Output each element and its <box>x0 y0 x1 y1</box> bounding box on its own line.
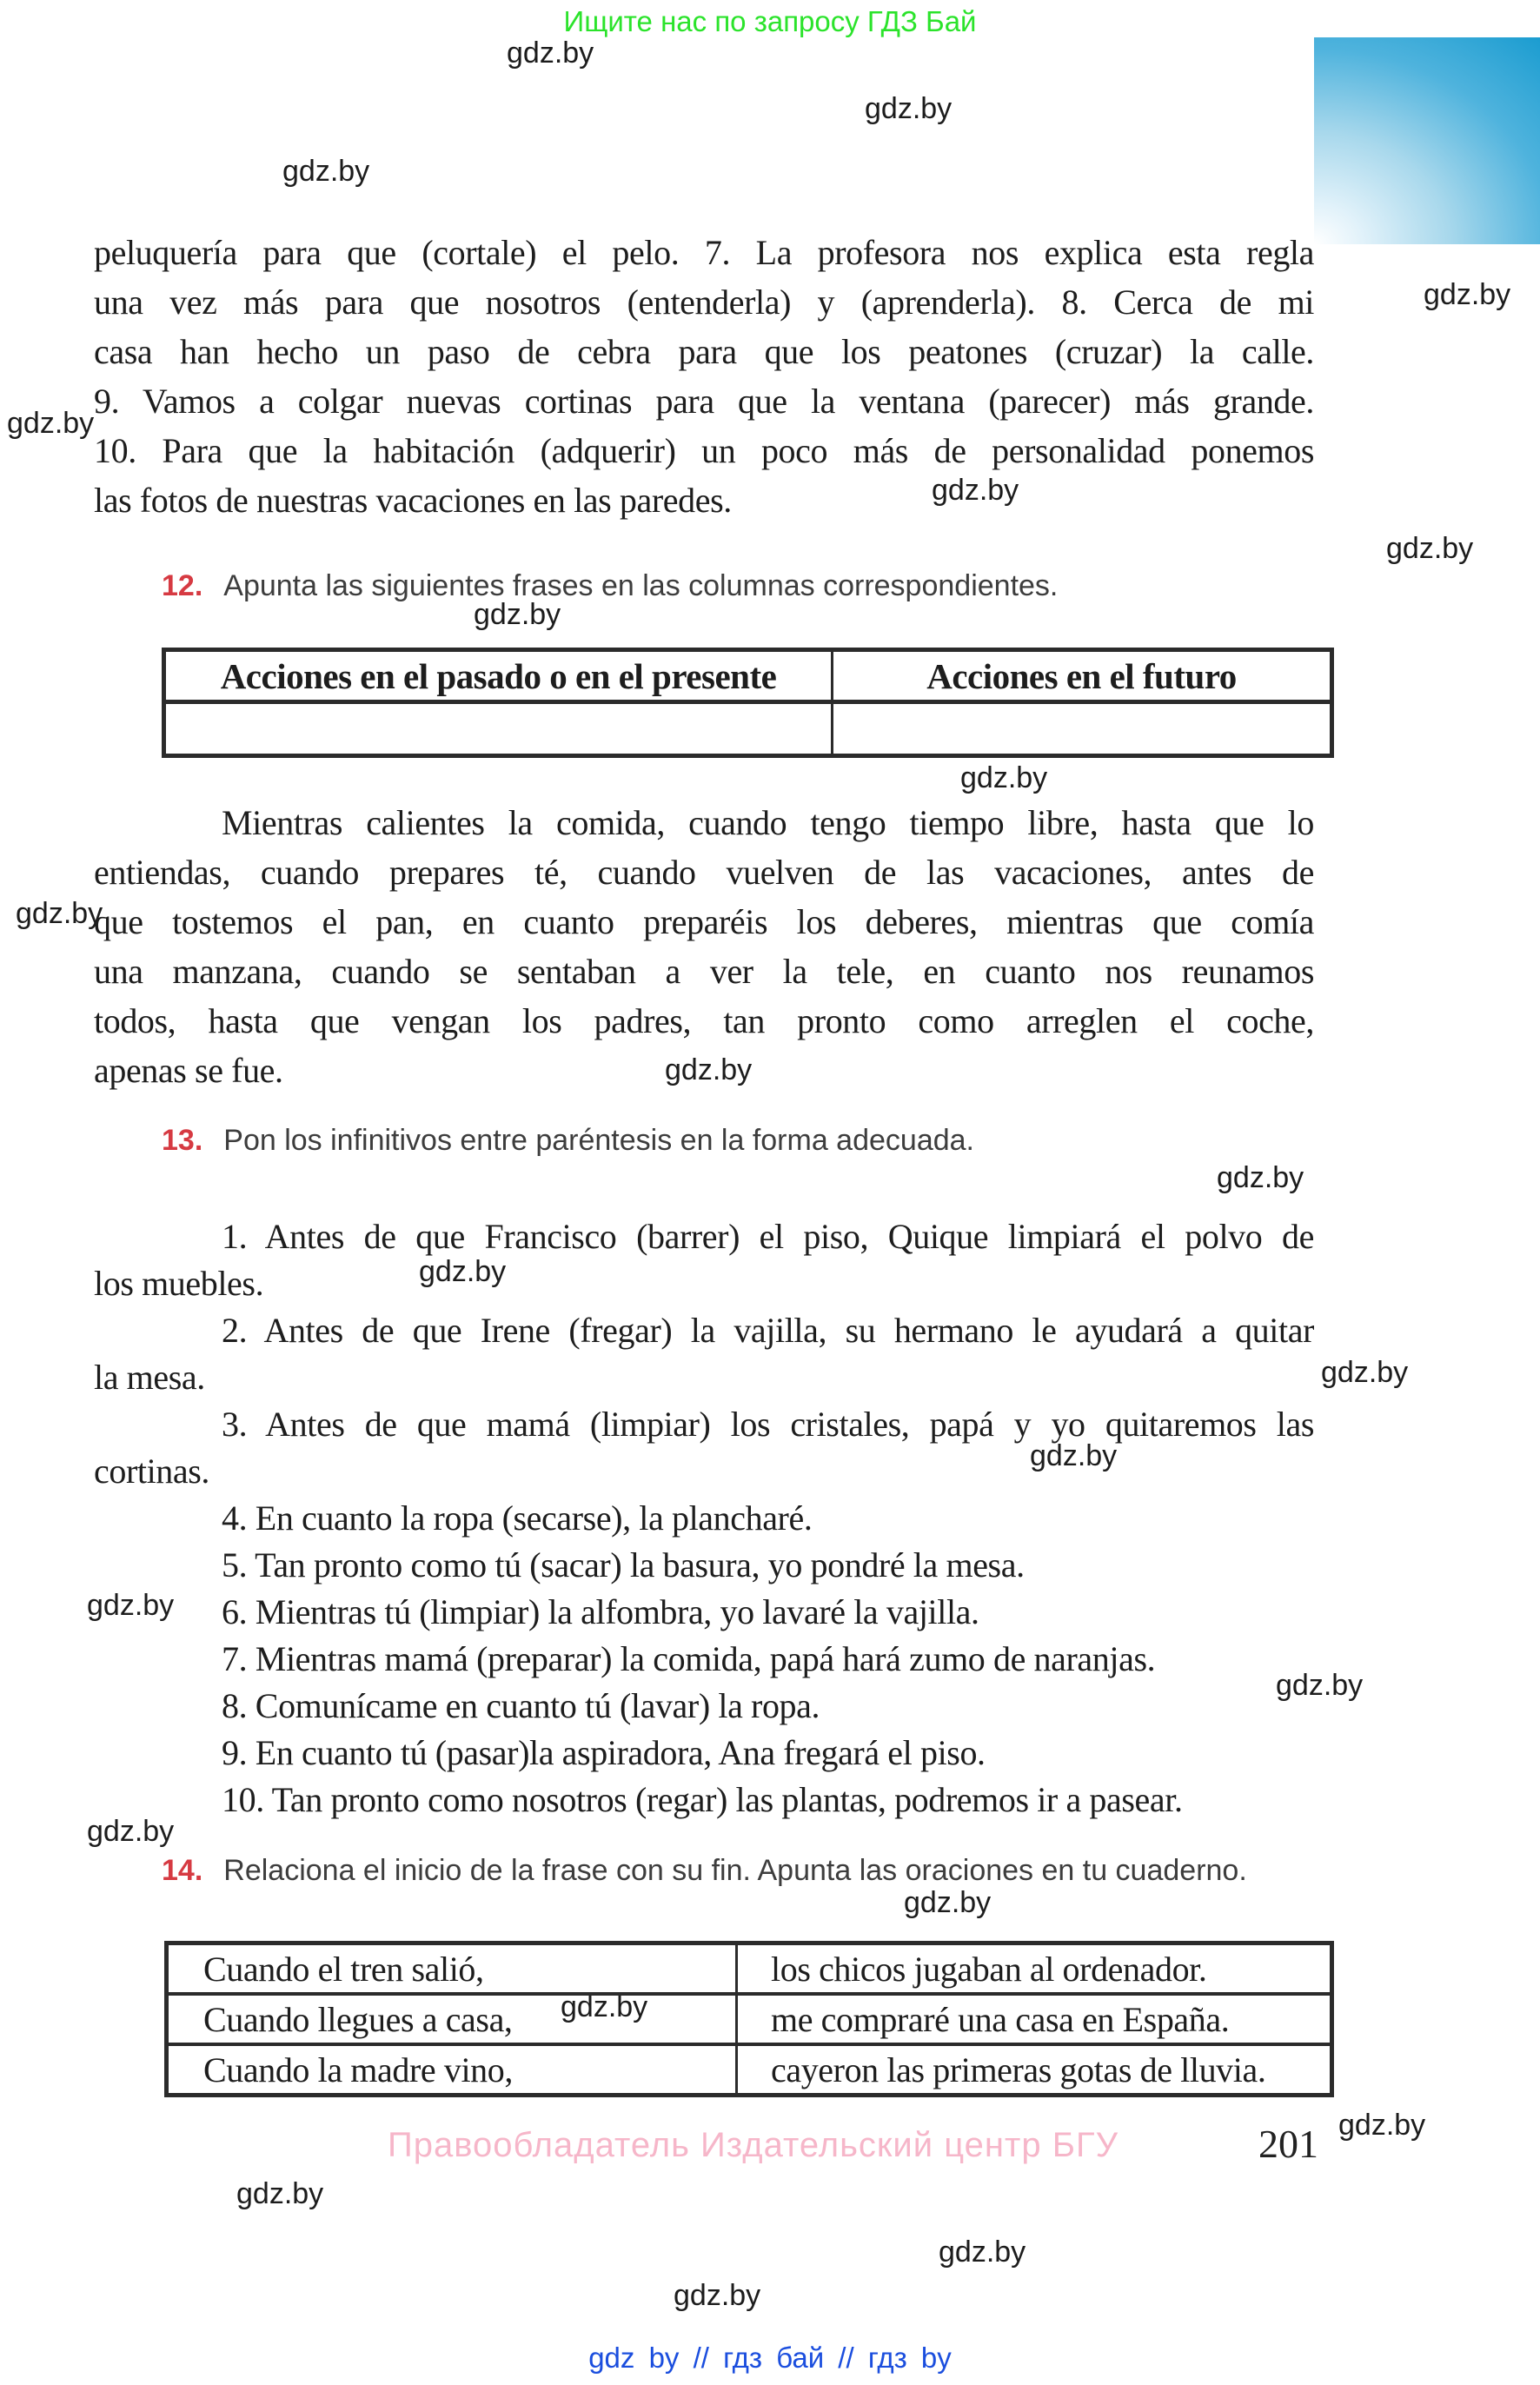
exercise14-number: 14. <box>162 1854 203 1887</box>
cell-text: cayeron las primeras gotas de lluvia. <box>771 2050 1266 2089</box>
exercise12-instruction: Apunta las siguientes frases en las columnas correspondientes. <box>223 569 1059 602</box>
sentence-line: la mesa. <box>94 1358 205 1397</box>
exercise12-phrases <box>94 798 1314 1095</box>
tense-table-empty-cell-past-present <box>166 704 833 754</box>
cell-text: Cuando llegues a casa, <box>203 1999 513 2039</box>
matching-end-cell <box>738 1996 1330 2043</box>
tense-table-header-past-present <box>166 652 833 700</box>
gdz-watermark: gdz.by <box>932 474 1019 507</box>
matching-start-cell <box>169 1996 738 2043</box>
paragraph-line: una vez más para que nosotros (entenderla) y (aprenderla). 8. Cerca de mi <box>94 282 1314 322</box>
gdz-watermark: gdz.by <box>7 407 95 440</box>
sentence-line: 2. Antes de que Irene (fregar) la vajilla, su hermano le ayudará a quitar <box>222 1311 1314 1350</box>
matching-table <box>164 1941 1334 2097</box>
header-text: Acciones en el pasado o en el presente <box>220 655 777 696</box>
gdz-watermark: gdz.by <box>87 1589 175 1622</box>
gdz-watermark: gdz.by <box>282 155 370 188</box>
paragraph-line: Mientras calientes la comida, cuando tengo tiempo libre, hasta que lo <box>222 803 1314 842</box>
paragraph-line: apenas se fue. <box>94 1051 283 1090</box>
gdz-watermark: gdz.by <box>865 92 953 125</box>
matching-start-cell <box>169 1945 738 1992</box>
sentence-line: 5. Tan pronto como tú (sacar) la basura, yo pondré la mesa. <box>222 1545 1025 1584</box>
exercise13-heading <box>162 1124 974 1158</box>
gdz-watermark: gdz.by <box>1386 532 1474 565</box>
gdz-watermark: gdz.by <box>904 1886 992 1919</box>
gdz-watermark: gdz.by <box>1030 1439 1118 1472</box>
sentence-line: 7. Mientras mamá (preparar) la comida, papá hará zumo de naranjas. <box>222 1639 1156 1678</box>
gdz-watermark: gdz.by <box>507 37 594 70</box>
sentence-line: 9. En cuanto tú (pasar)la aspiradora, Ana fregará el piso. <box>222 1733 986 1772</box>
gdz-watermark: gdz.by <box>1424 278 1511 311</box>
cell-text: Cuando el tren salió, <box>203 1949 484 1989</box>
tense-table-header-future <box>833 652 1330 700</box>
sentence-line: cortinas. <box>94 1452 210 1491</box>
gdz-watermark: gdz.by <box>939 2236 1026 2269</box>
matching-start-cell <box>169 2046 738 2093</box>
sentence-line: los muebles. <box>94 1264 264 1303</box>
gdz-watermark: gdz.by <box>561 1990 648 2023</box>
exercise14-instruction: Relaciona el inicio de la frase con su fin. Apunta las oraciones en tu cuaderno. <box>223 1854 1247 1887</box>
exercise13-number: 13. <box>162 1124 203 1157</box>
matching-table-row <box>169 2046 1330 2093</box>
matching-end-cell <box>738 2046 1330 2093</box>
gdz-watermark: gdz.by <box>674 2279 761 2312</box>
gdz-watermark: gdz.by <box>1276 1669 1364 1702</box>
copyright-text: Правообладатель Издательский центр БГУ <box>388 2126 1119 2164</box>
sentence-line: 8. Comunícame en cuanto tú (lavar) la ropa. <box>222 1686 820 1725</box>
sentence-line: 4. En cuanto la ropa (secarse), la plancharé. <box>222 1498 813 1538</box>
matching-end-cell <box>738 1945 1330 1992</box>
bottom-links-text: gdz by // гдз бай // гдз by <box>588 2342 952 2374</box>
tense-columns-table <box>162 648 1334 758</box>
matching-table-row <box>169 1945 1330 1996</box>
exercise12-heading <box>162 569 1058 603</box>
cell-text: Cuando la madre vino, <box>203 2050 513 2089</box>
sentence-line: 10. Tan pronto como nosotros (regar) las plantas, podremos ir a pasear. <box>222 1780 1183 1819</box>
gdz-watermark: gdz.by <box>1217 1161 1304 1194</box>
matching-table-row <box>169 1996 1330 2046</box>
sentence-line: 3. Antes de que mamá (limpiar) los cristales, papá y yo quitaremos las <box>222 1405 1314 1444</box>
sentence-line: 6. Mientras tú (limpiar) la alfombra, yo lavaré la vajilla. <box>222 1592 979 1631</box>
paragraph-line: las fotos de nuestras vacaciones en las paredes. <box>94 481 732 520</box>
gdz-watermark: gdz.by <box>87 1815 175 1848</box>
paragraph-line: peluquería para que (cortale) el pelo. 7. La profesora nos explica esta regla <box>94 233 1314 272</box>
gdz-watermark: gdz.by <box>1321 1356 1409 1389</box>
paragraph-line: 10. Para que la habitación (adquerir) un poco más de personalidad ponemos <box>94 431 1314 470</box>
tense-table-empty-cell-future <box>833 704 1330 754</box>
paragraph-line: entiendas, cuando prepares té, cuando vuelven de las vacaciones, antes de <box>94 853 1314 892</box>
paragraph-line: una manzana, cuando se sentaban a ver la tele, en cuanto nos reunamos <box>94 952 1314 991</box>
gdz-watermark: gdz.by <box>419 1255 507 1288</box>
tense-table-header-row <box>166 652 1330 704</box>
intro-paragraph <box>94 228 1314 525</box>
tense-table-empty-row <box>166 704 1330 754</box>
cell-text: los chicos jugaban al ordenador. <box>771 1949 1207 1989</box>
cell-text: me compraré una casa en España. <box>771 1999 1230 2039</box>
gdz-watermark: gdz.by <box>960 761 1048 794</box>
exercise12-number: 12. <box>162 569 203 602</box>
sentence-line: 1. Antes de que Francisco (barrer) el piso, Quique limpiará el polvo de <box>222 1217 1314 1256</box>
gdz-watermark: gdz.by <box>665 1053 753 1086</box>
blue-gradient-square <box>1314 37 1540 244</box>
gdz-watermark: gdz.by <box>16 897 103 930</box>
paragraph-line: que tostemos el pan, en cuanto preparéis los deberes, mientras que comía <box>94 902 1314 941</box>
gdz-watermark: gdz.by <box>1338 2109 1426 2142</box>
exercise13-sentences <box>94 1213 1314 1824</box>
page-number: 201 <box>1258 2122 1318 2166</box>
gdz-watermark: gdz.by <box>236 2177 324 2210</box>
paragraph-line: casa han hecho un paso de cebra para que los peatones (cruzar) la calle. <box>94 332 1314 371</box>
gdz-watermark: gdz.by <box>474 598 561 631</box>
paragraph-line: todos, hasta que vengan los padres, tan pronto como arreglen el coche, <box>94 1001 1314 1040</box>
exercise13-instruction: Pon los infinitivos entre paréntesis en la forma adecuada. <box>223 1124 974 1157</box>
header-text: Acciones en el futuro <box>926 655 1237 696</box>
promo-banner-text: Ищите нас по запросу ГДЗ Бай <box>563 5 977 37</box>
exercise14-heading <box>162 1854 1247 1888</box>
paragraph-line: 9. Vamos a colgar nuevas cortinas para que la ventana (parecer) más grande. <box>94 382 1314 421</box>
